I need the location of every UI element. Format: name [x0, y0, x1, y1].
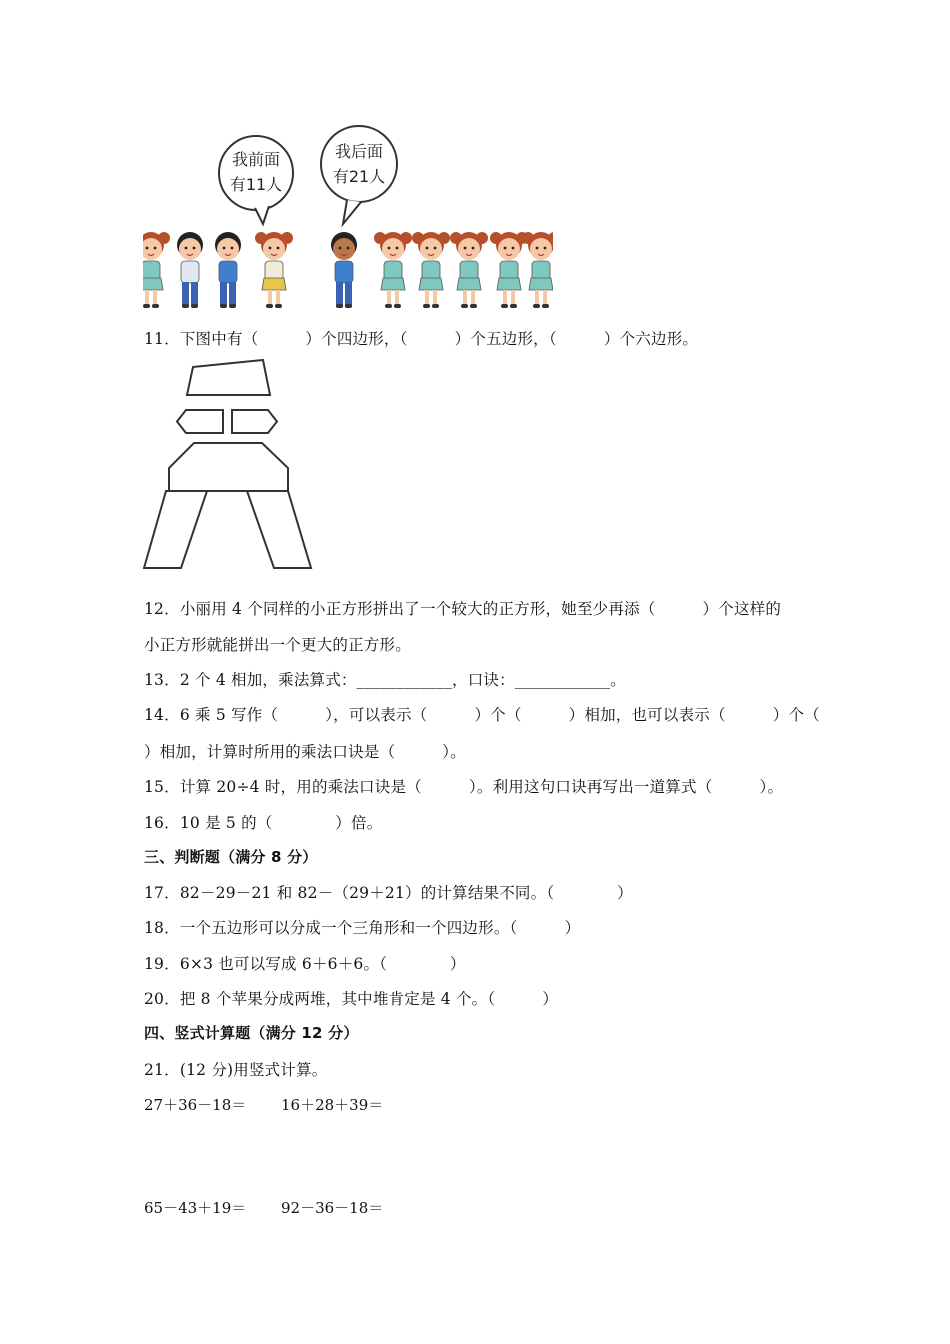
- face: [458, 238, 480, 260]
- leg: [471, 290, 475, 304]
- polygon-figure: [143, 358, 313, 573]
- eye: [339, 247, 342, 250]
- leg: [503, 290, 507, 304]
- top-quadrilateral: [187, 360, 270, 395]
- leg: [463, 290, 467, 304]
- leg: [425, 290, 429, 304]
- leg: [268, 290, 272, 304]
- shoe: [275, 304, 282, 308]
- speech-bubble-back: [321, 126, 397, 224]
- shoe: [510, 304, 517, 308]
- question-12-line1: 12．小丽用 4 个同样的小正方形拼出了一个较大的正方形，她至少再添（ ）个这样的: [144, 600, 782, 618]
- eye: [472, 247, 475, 250]
- question-14-line1: 14．6 乘 5 写作（ ），可以表示（ ）个（ ）相加，也可以表示（ ）个（: [144, 706, 820, 724]
- face: [498, 238, 520, 260]
- shoe: [423, 304, 430, 308]
- question-12-line2: 小正方形就能拼出一个更大的正方形。: [144, 636, 411, 654]
- leg: [153, 290, 157, 304]
- leg: [220, 282, 227, 306]
- eye: [146, 247, 149, 250]
- shirt: [181, 261, 199, 283]
- eye: [269, 247, 272, 250]
- right-leg: [247, 491, 311, 568]
- leg: [395, 290, 399, 304]
- child-8: [450, 232, 488, 308]
- calc-expr-3: 65－43＋19＝: [144, 1199, 247, 1217]
- eye: [185, 247, 188, 250]
- left-leg: [144, 491, 207, 568]
- shoe: [345, 304, 352, 308]
- leg: [191, 282, 198, 306]
- eye: [434, 247, 437, 250]
- face: [420, 238, 442, 260]
- shoe: [336, 304, 343, 308]
- question-17: 17．82－29－21 和 82－（29＋21）的计算结果不同。（ ）: [144, 884, 633, 902]
- child-3: [215, 232, 241, 308]
- shirt: [219, 261, 237, 283]
- leg: [229, 282, 236, 306]
- question-16: 16．10 是 5 的（ ）倍。: [144, 814, 383, 832]
- eye: [277, 247, 280, 250]
- face: [333, 238, 355, 260]
- leg: [345, 282, 352, 306]
- skirt: [143, 278, 163, 290]
- child-9: [490, 232, 528, 308]
- child-5: [331, 232, 357, 308]
- eye: [231, 247, 234, 250]
- shoe: [394, 304, 401, 308]
- eye: [512, 247, 515, 250]
- calc-expr-1: 27＋36－18＝: [144, 1096, 247, 1114]
- shoe: [143, 304, 150, 308]
- speech-bubble-front: [219, 136, 293, 224]
- eye: [504, 247, 507, 250]
- leg: [145, 290, 149, 304]
- skirt: [262, 278, 286, 290]
- face: [530, 238, 552, 260]
- leg: [535, 290, 539, 304]
- shoe: [229, 304, 236, 308]
- shoe: [533, 304, 540, 308]
- question-20: 20．把 8 个苹果分成两堆，其中堆肯定是 4 个。（ ）: [144, 990, 559, 1008]
- calc-expr-2: 16＋28＋39＝: [281, 1096, 384, 1114]
- shirt: [335, 261, 353, 283]
- eye: [388, 247, 391, 250]
- right-hexagon: [232, 410, 277, 433]
- child-10: [522, 232, 553, 308]
- calc-expr-4: 92－36－18＝: [281, 1199, 384, 1217]
- skirt: [497, 278, 521, 290]
- shoe: [182, 304, 189, 308]
- children-row: [143, 232, 553, 308]
- leg: [433, 290, 437, 304]
- leg: [336, 282, 343, 306]
- shoe: [461, 304, 468, 308]
- bubble-front-line1: 我前面: [231, 150, 281, 169]
- bubble-back-line2: 有21人: [332, 167, 386, 186]
- shoe: [385, 304, 392, 308]
- shoe: [501, 304, 508, 308]
- shoe: [152, 304, 159, 308]
- question-21: 21．(12 分)用竖式计算。: [144, 1061, 328, 1079]
- section-3-heading: 三、判断题（满分 8 分）: [144, 848, 318, 866]
- leg: [182, 282, 189, 306]
- leg: [387, 290, 391, 304]
- eye: [544, 247, 547, 250]
- eye: [154, 247, 157, 250]
- eye: [426, 247, 429, 250]
- leg: [543, 290, 547, 304]
- eye: [347, 247, 350, 250]
- question-15: 15．计算 20÷4 时，用的乘法口诀是（ ）。利用这句口诀再写出一道算式（ ）。: [144, 778, 784, 796]
- left-hexagon: [177, 410, 223, 433]
- question-14-line2: ）相加，计算时所用的乘法口诀是（ ）。: [144, 743, 466, 761]
- bubble-front-line2: 有11人: [229, 175, 283, 194]
- child-2: [177, 232, 203, 308]
- section-4-heading: 四、竖式计算题（满分 12 分）: [144, 1024, 359, 1042]
- bubble-back-line1: 我后面: [334, 142, 384, 161]
- face: [382, 238, 404, 260]
- queue-illustration: [143, 120, 553, 310]
- child-6: [374, 232, 412, 308]
- question-19: 19．6×3 也可以写成 6＋6＋6。（ ）: [144, 955, 466, 973]
- question-13: 13．2 个 4 相加，乘法算式：____________，口诀：____________。: [144, 671, 626, 689]
- face: [263, 238, 285, 260]
- middle-pentagon-body: [169, 443, 288, 491]
- question-11: 11．下图中有（ ）个四边形，（ ）个五边形，（ ）个六边形。: [144, 330, 699, 348]
- leg: [276, 290, 280, 304]
- skirt: [381, 278, 405, 290]
- shoe: [191, 304, 198, 308]
- eye: [223, 247, 226, 250]
- face: [217, 238, 239, 260]
- shoe: [220, 304, 227, 308]
- shoe: [470, 304, 477, 308]
- eye: [464, 247, 467, 250]
- child-7: [412, 232, 450, 308]
- question-18: 18．一个五边形可以分成一个三角形和一个四边形。（ ）: [144, 919, 581, 937]
- skirt: [419, 278, 443, 290]
- child-4: [255, 232, 293, 308]
- eye: [396, 247, 399, 250]
- leg: [511, 290, 515, 304]
- shoe: [266, 304, 273, 308]
- skirt: [529, 278, 553, 290]
- child-1: [143, 232, 170, 308]
- shoe: [432, 304, 439, 308]
- eye: [193, 247, 196, 250]
- shoe: [542, 304, 549, 308]
- skirt: [457, 278, 481, 290]
- face: [179, 238, 201, 260]
- eye: [536, 247, 539, 250]
